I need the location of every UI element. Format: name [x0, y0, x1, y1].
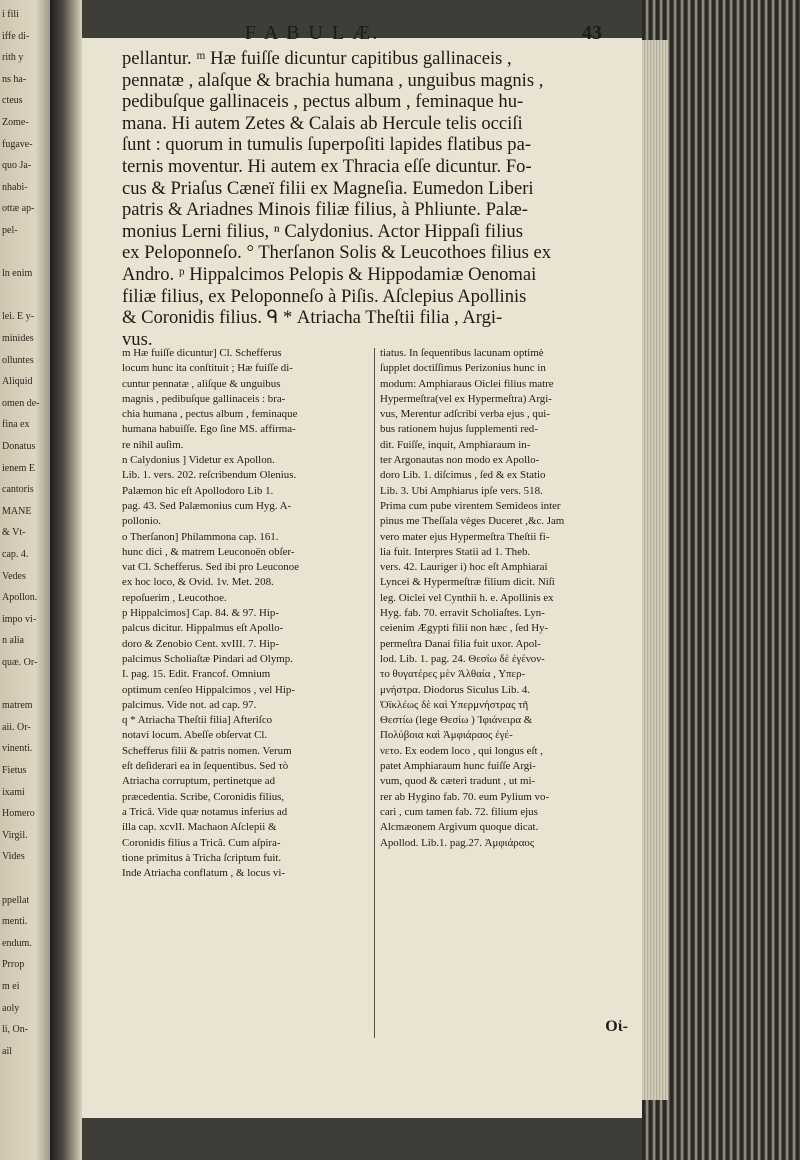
note-line: Atriacha corruptum, pertinetque ad — [122, 775, 276, 788]
page-number: 43 — [582, 22, 602, 44]
running-head: F A B U L Æ. — [244, 22, 380, 44]
margin-fragment: ln enim — [2, 268, 33, 280]
margin-fragment — [2, 289, 48, 303]
note-line: notavi locum. Abeſſe obſervat Cl. — [122, 729, 268, 742]
text-line: pennatæ , alaſque & brachia humana , unguibus magnis , — [122, 69, 544, 91]
margin-fragment: Virgil. — [2, 829, 28, 841]
note-line: illa cap. xcvII. Machaon Aſclepii & — [122, 821, 277, 834]
note-line: Apollod. Lib.1. pag.27. Ἀμφιάραος — [380, 836, 535, 849]
note-line: Lyncei & Hypermeſtræ filium dicit. Niſi — [380, 576, 555, 589]
margin-fragment — [2, 246, 48, 260]
note-line: Ὀϊκλέως δὲ καὶ Υπερμνήστρας τῆ — [380, 698, 529, 711]
notes-left-column — [122, 346, 370, 881]
note-line: leg. Oiclei vel Cynthii h. e. Apollinis ex — [380, 591, 554, 604]
note-line: I. pag. 15. Edit. Francof. Omnium — [122, 668, 271, 681]
margin-fragment: & Vt- — [2, 527, 26, 539]
margin-fragment: Vedes — [2, 570, 26, 582]
margin-fragment: li, On- — [2, 1024, 29, 1036]
note-line: lia fuit. Interpres Statii ad 1. Theb. — [380, 545, 531, 558]
margin-fragment: vinenti. — [2, 743, 33, 755]
note-line: Inde Atriacha conflatum , & locus vi- — [122, 867, 286, 880]
margin-fragment: quæ. Or- — [2, 657, 38, 668]
note-line: a Tricâ. Vide quæ notamus inferius ad — [122, 805, 288, 818]
margin-fragment: Prrop — [2, 959, 25, 971]
margin-fragment: cap. 4. — [2, 549, 29, 560]
right-page-edges — [642, 0, 800, 1160]
note-line: permeſtra Danai filia fuit uxor. Apol- — [380, 637, 541, 650]
note-line: lod. Lib. 1. pag. 24. Θεσίω δὲ ἐγένον- — [380, 652, 545, 665]
note-line: Πολύβοια καὶ Ἀμφιάραος ἐγέ- — [380, 729, 513, 742]
margin-fragment: Homero — [2, 808, 35, 820]
margin-fragment: ns ha- — [2, 73, 27, 85]
note-line: optimum cenſeo Hippalcimos , vel Hip- — [122, 683, 296, 696]
note-line: hunc dici , & matrem Leuconoën obſer- — [122, 545, 295, 558]
note-line: tiatus. In ſequentibus lacunam optimè — [380, 347, 544, 359]
note-line: dit. Fuiſſe, inquit, Amphiaraum in- — [380, 438, 531, 451]
note-line: Schefferus filii & patris nomen. Verum — [122, 744, 292, 757]
note-line: pinus me Theſſala vèges Duceret ,&c. Jam — [380, 515, 565, 528]
main-text — [122, 48, 632, 350]
note-line: cuntur pennatæ , aliſque & unguibus — [122, 377, 281, 390]
note-line: pollonio. — [122, 515, 162, 528]
margin-fragment: quo Ja- — [2, 160, 32, 172]
text-line: mana. Hi autem Zetes & Calais ab Hercule telis occiſi — [122, 112, 523, 134]
margin-fragment: ixami — [2, 786, 25, 798]
margin-fragment: aii. Or- — [2, 721, 31, 733]
note-line: cari , cum tamen fab. 72. filium ejus — [380, 805, 538, 818]
note-line: p Hippalcimos] Cap. 84. & 97. Hip- — [122, 607, 279, 620]
margin-fragment: Zome- — [2, 117, 29, 128]
note-line: repoſuerim , Leucothoe. — [122, 591, 227, 604]
margin-fragment: minides — [2, 333, 34, 344]
margin-fragment: m ei — [2, 981, 20, 992]
note-line: Coronidis filius a Tricâ. Cum aſpira- — [122, 836, 281, 849]
margin-fragment: iffe di- — [2, 30, 30, 42]
margin-fragment: matrem — [2, 700, 33, 712]
margin-fragment: olluntes — [2, 354, 34, 366]
margin-fragment: Apollon. — [2, 592, 38, 604]
note-line: Hyg. fab. 70. erravit Scholiaſtes. Lyn- — [380, 607, 545, 620]
note-line: rer ab Hygino fab. 70. eum Pylium vo- — [380, 790, 550, 803]
text-line: filiæ filius, ex Peloponneſo à Piſis. Aſclepius Apollinis — [122, 285, 527, 307]
note-line: Hypermeſtra(vel ex Hypermeſtra) Argi- — [380, 392, 552, 405]
margin-fragment: ail — [2, 1045, 12, 1057]
note-line: doro Lib. 1. diſcimus , ſed & ex Statio — [380, 469, 546, 482]
note-line: humana habuiſſe. Ego ſine MS. affirma- — [122, 423, 296, 436]
notes-right-column — [380, 346, 628, 851]
note-line: q * Atriacha Theſtii filia] Afteriſco — [122, 714, 273, 727]
margin-fragment: n alia — [2, 635, 24, 647]
note-line: Lib. 1. vers. 202. reſcribendum Olenius. — [122, 469, 297, 482]
note-line: pag. 43. Sed Palæmonius cum Hyg. A- — [122, 499, 292, 512]
margin-fragment: i fili — [2, 9, 19, 20]
margin-fragment: menti. — [2, 916, 28, 928]
note-line: locum hunc ita conſtituit ; Hæ fuiſſe di- — [122, 362, 293, 375]
margin-fragment: ienem E — [2, 462, 36, 474]
margin-fragment: ppellat — [2, 894, 30, 906]
note-line: doro & Zenobio Cent. xvIII. 7. Hip- — [122, 637, 279, 650]
note-line: νετο. Ex eodem loco , qui longus eſt , — [380, 744, 543, 757]
note-line: Alcmæonem Argivum quoque dicat. — [380, 821, 539, 834]
note-line: palcimus Scholiaſtæ Pindari ad Olymp. — [122, 652, 293, 665]
note-line: vero mater ejus Hypermeſtra Theſtii fi- — [380, 530, 550, 543]
margin-fragment: cantoris — [2, 484, 34, 496]
text-line: cus & Priaſus Cæneï filii ex Magneſia. Eumedon Liberi — [122, 177, 534, 199]
note-line: chia humana , pectus album , feminaque — [122, 408, 298, 421]
margin-fragment: Aliquid — [2, 376, 33, 388]
note-line: re nihil auſim. — [122, 438, 184, 451]
adjacent-page-strip — [0, 0, 50, 1160]
margin-fragment: pel- — [2, 225, 18, 236]
note-line: eſt deſiderari ea in ſequentibus. Sed τὸ — [122, 760, 289, 773]
note-line: το θυγατέρες μὲν Ἀλθαία , Υπερ- — [380, 668, 526, 681]
note-line: ter Argonautas non modo ex Apollo- — [380, 454, 540, 467]
note-line: ſupplet doctiſſimus Perizonius hunc in — [380, 362, 546, 375]
text-line: Andro. ᵖ Hippalcimos Pelopis & Hippodamiæ Oenomai — [122, 263, 537, 285]
margin-fragment: fina ex — [2, 419, 30, 431]
footnotes — [122, 346, 632, 1036]
note-line: ceienim Ægypti filii non hæc , ſed Hy- — [380, 622, 549, 635]
text-line: pellantur. ᵐ Hæ fuiſſe dicuntur capitibus gallinaceis , — [122, 48, 512, 69]
note-line: Prima cum pube virentem Semideos inter — [380, 499, 561, 512]
text-line: & Coronidis filius. ᑫ * Atriacha Theſtii filia , Argi- — [122, 307, 503, 329]
book-gutter — [50, 0, 82, 1160]
note-line: patet Amphiaraum hunc fuiſſe Argi- — [380, 760, 536, 773]
note-line: modum: Amphiaraus Oiclei filius matre — [380, 377, 554, 390]
note-line: vers. 42. Lauriger i) hoc eſt Amphiarai — [380, 561, 548, 574]
margin-fragment: endum. — [2, 937, 32, 949]
margin-fragment: Fietus — [2, 765, 27, 776]
catchword: Οἰ- — [605, 1018, 628, 1035]
note-line: vus, Merentur adſcribi verba ejus , qui- — [380, 408, 550, 421]
margin-fragment: ottæ ap- — [2, 203, 35, 215]
text-line: ſunt : quorum in tumulis ſuperpoſiti lapides flatibus pa- — [122, 134, 532, 156]
note-line: palcimus. Vide not. ad cap. 97. — [122, 698, 257, 711]
text-line: patris & Ariadnes Minois filiæ filius, à Phliunte. Palæ- — [122, 199, 528, 221]
margin-fragment: rith y — [2, 52, 24, 64]
note-line: bus rationem hujus ſupplementi red- — [380, 423, 538, 436]
note-line: præcedentia. Scribe, Coronidis filius, — [122, 790, 285, 803]
margin-fragment — [2, 678, 48, 692]
page-stack — [642, 40, 668, 1100]
margin-fragment: omen de- — [2, 397, 40, 409]
note-line: vat Cl. Schefferus. Sed ibi pro Leuconoe — [122, 561, 300, 574]
margin-fragment — [2, 872, 48, 886]
note-line: tione primitus à Tricha ſcriptum fuit. — [122, 851, 282, 864]
text-line: monius Lerni filius, ⁿ Calydonius. Actor Hippaſi filius — [122, 220, 523, 242]
margin-fragment: Donatus — [2, 441, 36, 452]
margin-fragment: fugave- — [2, 138, 33, 150]
note-line: vum, quod & cæteri tradunt , ut mi- — [380, 775, 536, 788]
note-line: μνήστρα. Diodorus Siculus Lib. 4. — [380, 683, 531, 696]
margin-fragment: impo vi- — [2, 613, 37, 625]
note-line: o Therſanon] Philammona cap. 161. — [122, 530, 279, 543]
note-line: ex hoc loco, & Ovid. 1v. Met. 208. — [122, 576, 274, 589]
note-line: m Hæ fuiſſe dicuntur] Cl. Schefferus — [122, 347, 282, 359]
margin-fragment: Vides — [2, 851, 25, 863]
margin-fragment: cteus — [2, 95, 23, 107]
margin-fragment: nhabi- — [2, 181, 28, 193]
note-line: Palæmon hic eſt Apollodoro Lib 1. — [122, 484, 274, 497]
note-line: magnis , pedibuſque gallinaceis : bra- — [122, 392, 286, 405]
note-line: palcus dicitur. Hippalmus eſt Apollo- — [122, 622, 284, 635]
margin-fragment: aoly — [2, 1002, 20, 1014]
margin-fragment: lei. E y- — [2, 311, 34, 323]
text-line: ternis moventur. Hi autem ex Thracia eſſe dicuntur. Fo- — [122, 155, 532, 177]
note-line: Θεστίω (lege Θεσίω ) Ἰφιάνειρα & — [380, 714, 533, 727]
note-line: Lib. 3. Ubi Amphiarus ipſe vers. 518. — [380, 484, 543, 497]
text-line: ex Peloponneſo. ° Therſanon Solis & Leucothoes filius ex — [122, 242, 551, 264]
column-rule — [374, 348, 375, 1038]
margin-fragment: MANE — [2, 505, 32, 517]
note-line: n Calydonius ] Videtur ex Apollon. — [122, 454, 275, 467]
text-line: pedibuſque gallinaceis , pectus album , feminaque hu- — [122, 91, 524, 113]
text-line: vus. — [122, 328, 153, 350]
